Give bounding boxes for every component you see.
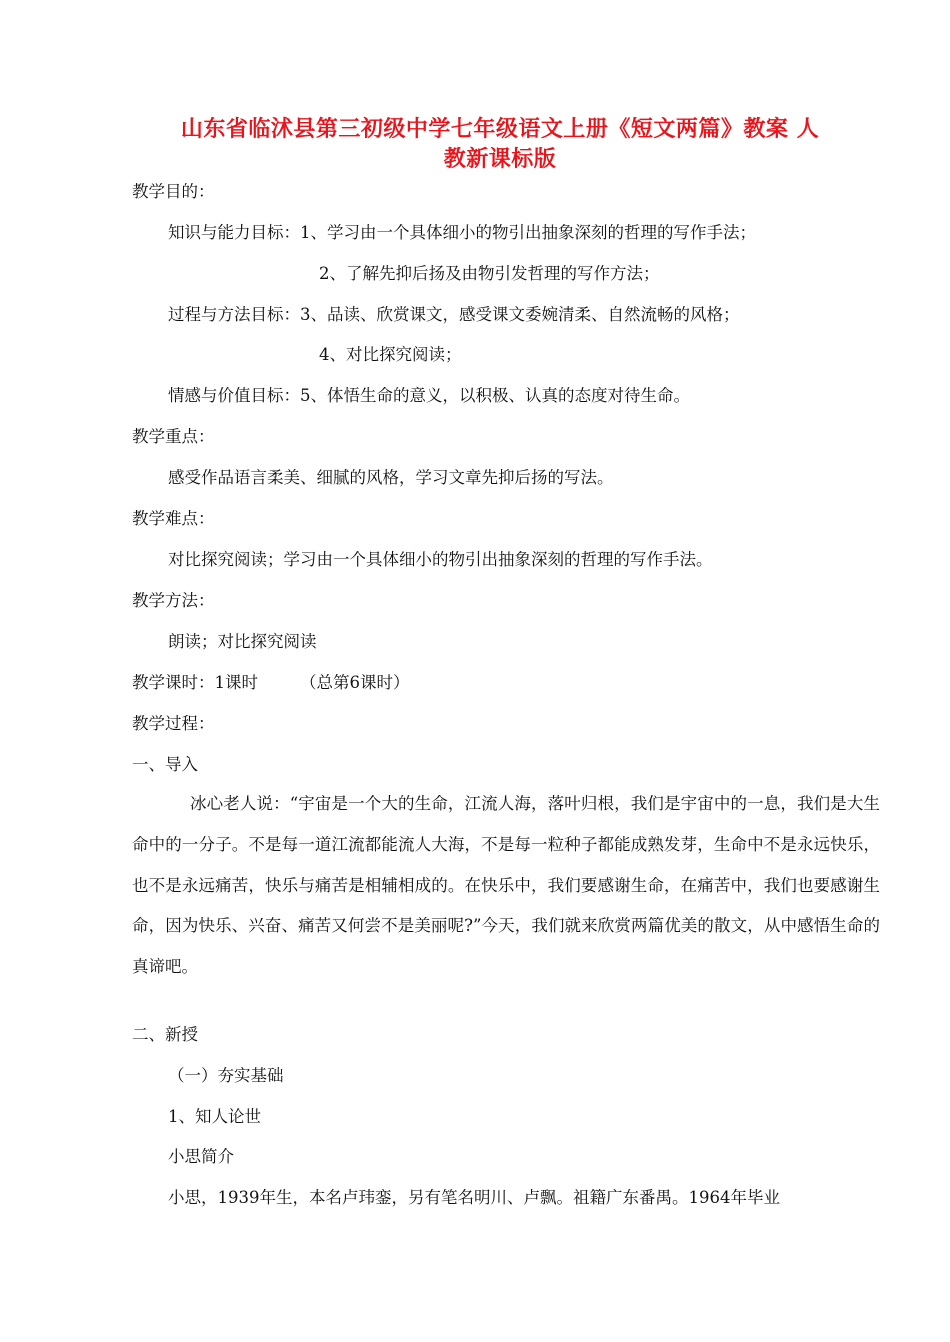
emotion-objective: 情感与价值目标：5、体悟生命的意义，以积极、认真的态度对待生命。 — [168, 386, 690, 405]
process-objective-2: 4、对比探究阅读； — [319, 345, 462, 364]
section-2-heading: 二、新授 — [132, 1025, 198, 1044]
knowledge-objective-2: 2、了解先抑后扬及由物引发哲理的写作方法； — [319, 264, 660, 283]
item-heading: 1、知人论世 — [168, 1107, 261, 1126]
process-objective-1: 过程与方法目标：3、品读、欣赏课文，感受课文委婉清柔、自然流畅的风格； — [168, 305, 740, 324]
knowledge-objective-1: 知识与能力目标：1、学习由一个具体细小的物引出抽象深刻的哲理的写作手法； — [168, 223, 756, 242]
objectives-heading: 教学目的： — [132, 182, 215, 201]
process-heading: 教学过程： — [132, 714, 215, 733]
title-line-2: 教新课标版 — [443, 146, 557, 172]
title-line-1: 山东省临沭县第三初级中学七年级语文上册《短文两篇》教案 人 — [180, 116, 820, 142]
methods-heading: 教学方法： — [132, 591, 215, 610]
key-points-heading: 教学重点： — [132, 427, 215, 446]
document-title — [120, 114, 880, 174]
author-intro-text: 小思，1939年生，本名卢玮銮，另有笔名明川、卢飘。祖籍广东番禺。1964年毕业 — [168, 1188, 780, 1207]
intro-paragraph: 冰心老人说：“宇宙是一个大的生命，江流人海，落叶归根，我们是宇宙中的一息，我们是大生命中的一分子。不是每一道江流都能流人大海，不是每一粒种子都能成熟发芽，生命中不是永远快乐，也不是永远痛苦，快乐与痛苦是相辅相成的。在快乐中，我们要感谢生命，在痛苦中，我们也要感谢生命，因为快乐、兴奋、痛苦又何尝不是美丽呢?”今天，我们就来欣赏两篇优美的散文，从中感悟生命的真谛吧。 — [132, 794, 880, 977]
difficulties-content: 对比探究阅读；学习由一个具体细小的物引出抽象深刻的哲理的写作手法。 — [168, 550, 713, 569]
author-intro-heading: 小思简介 — [168, 1147, 234, 1166]
methods-content: 朗读；对比探究阅读 — [168, 632, 317, 651]
section-1-heading: 一、导入 — [132, 755, 198, 774]
subsection-heading: （一）夯实基础 — [168, 1066, 284, 1085]
difficulties-heading: 教学难点： — [132, 509, 215, 528]
class-hours: 教学课时：1课时 （总第6课时） — [132, 673, 410, 692]
key-points-content: 感受作品语言柔美、细腻的风格，学习文章先抑后扬的写法。 — [168, 468, 614, 487]
